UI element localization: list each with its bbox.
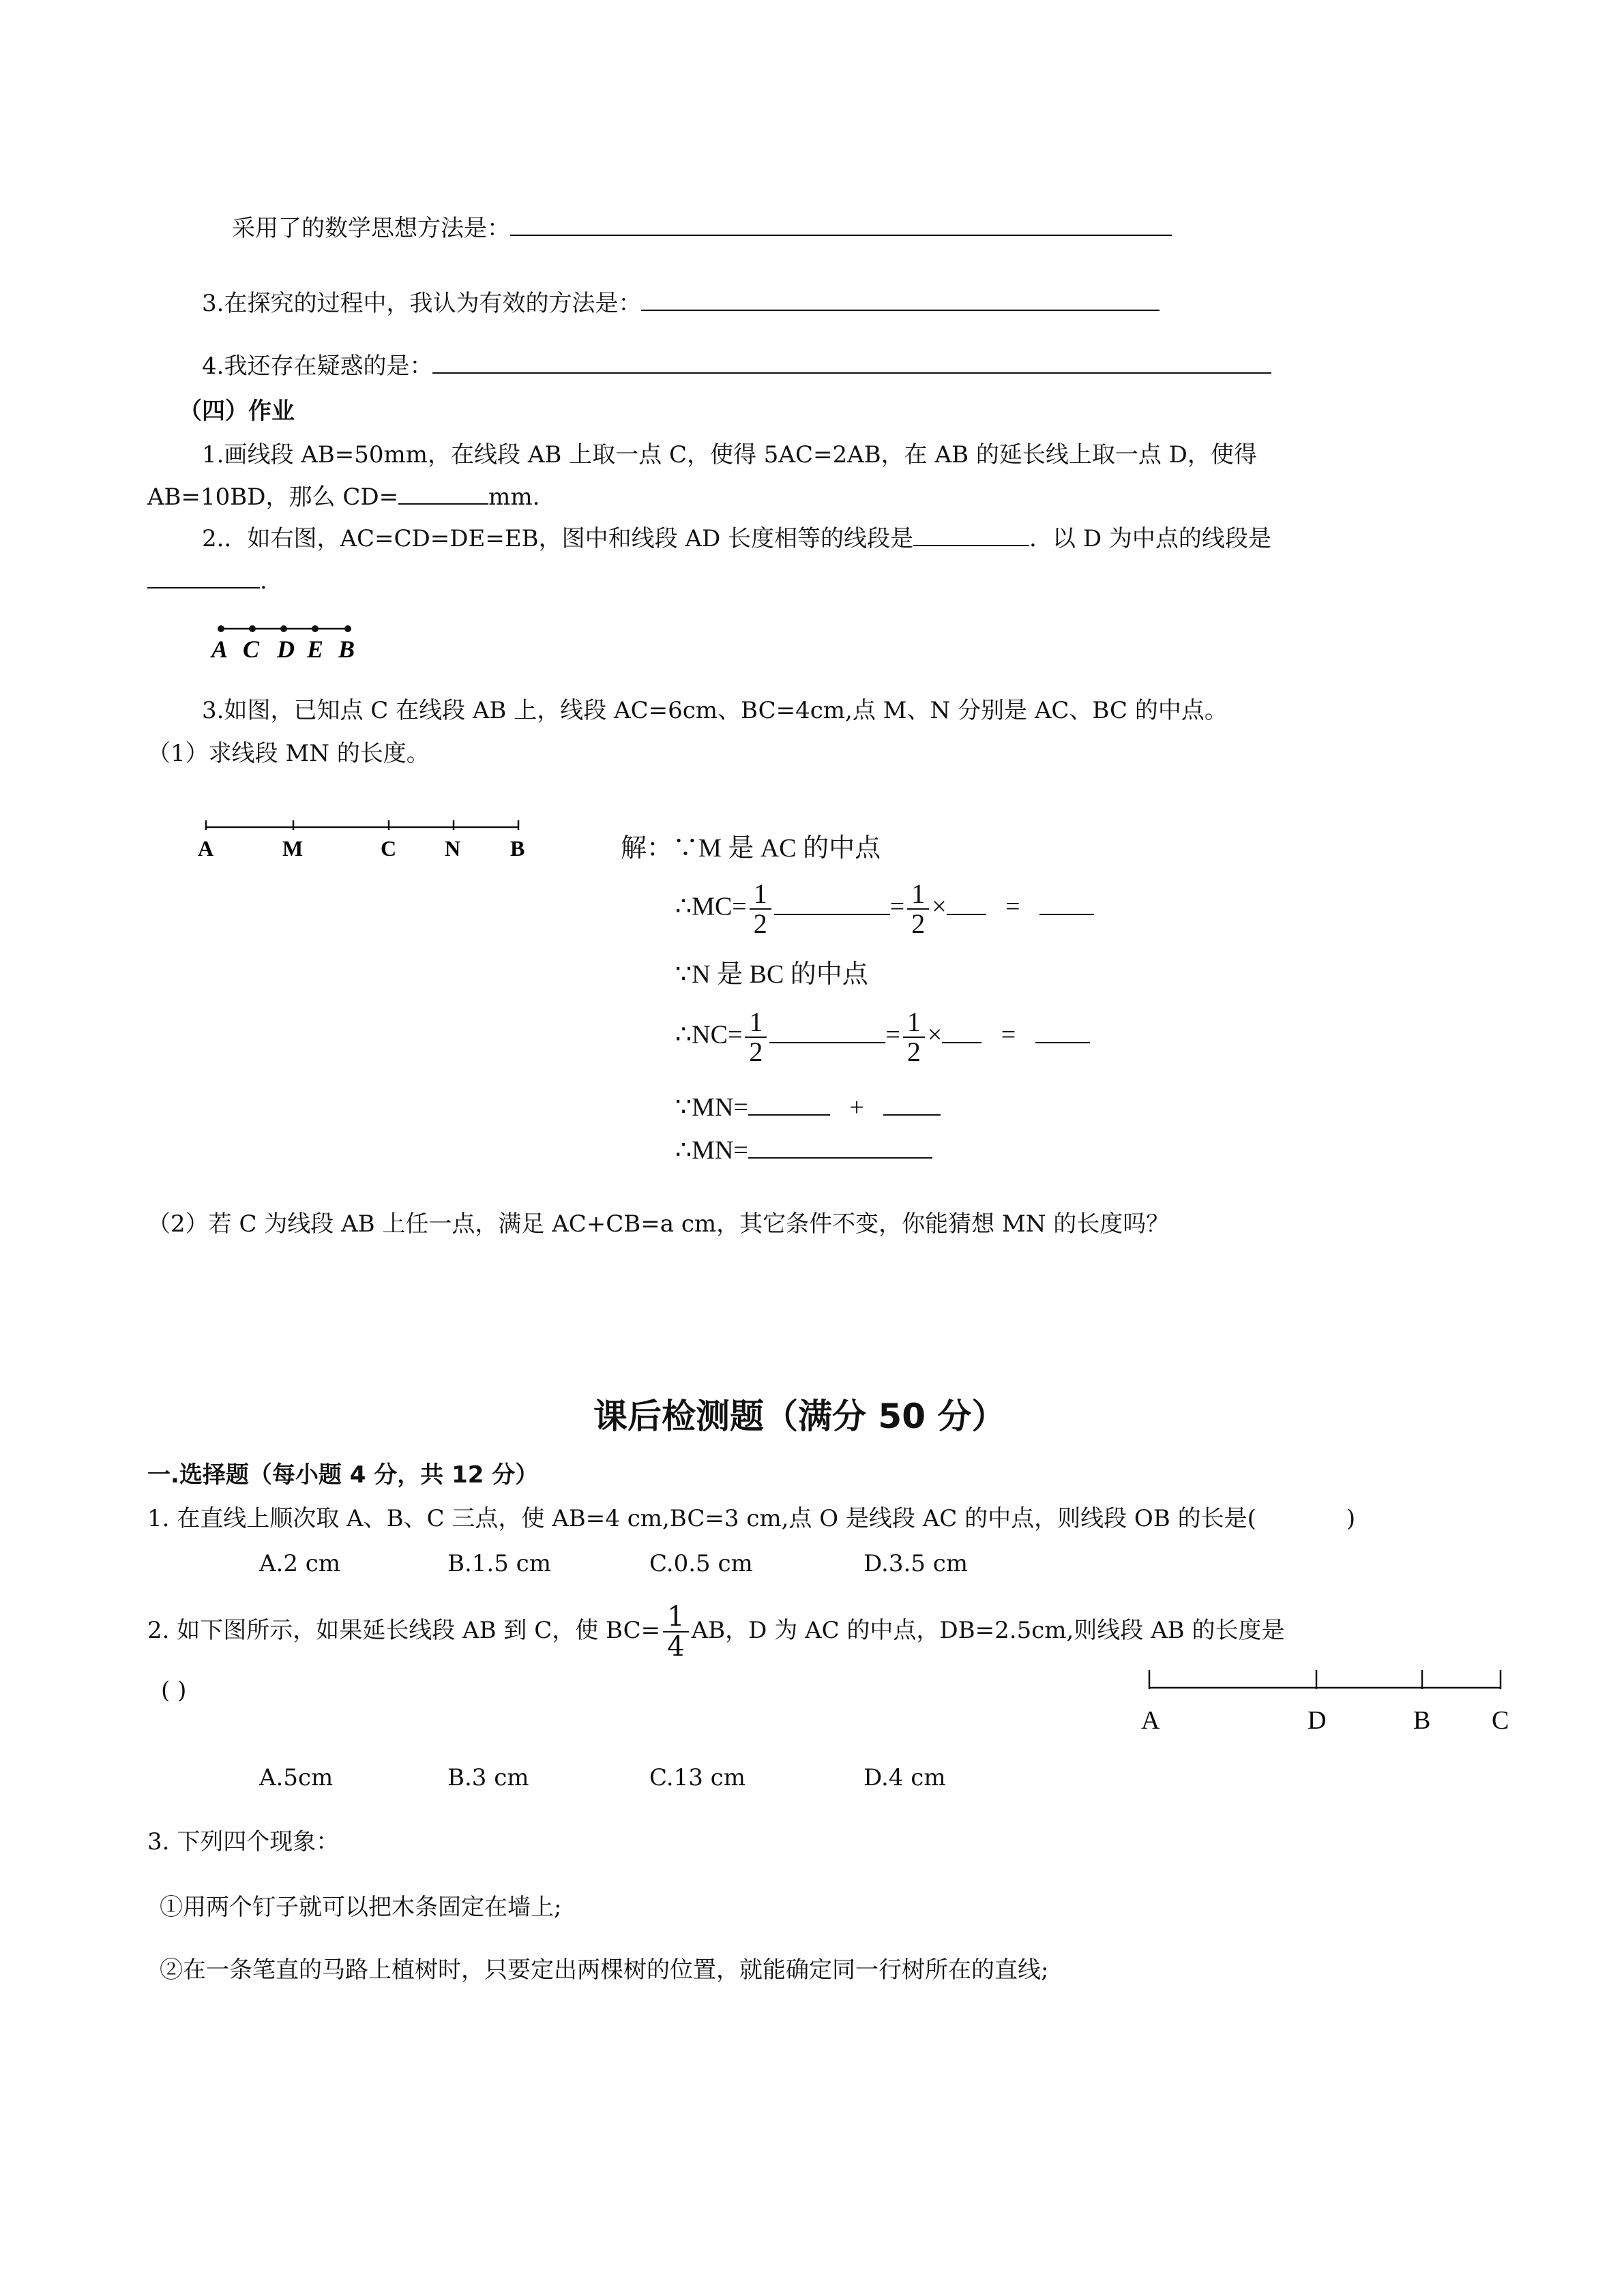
fig1-label-a: A — [211, 636, 228, 663]
mc-blank-2[interactable] — [947, 913, 986, 915]
mc-blank-3[interactable] — [1039, 913, 1094, 915]
figure-segment-acdeb — [205, 614, 382, 668]
fig3-label-b: B — [1413, 1706, 1431, 1735]
midpoint-segment-blank[interactable] — [147, 586, 260, 588]
solution-line-6: ∴MN= — [675, 1137, 932, 1163]
fraction-half: $\frac{1}{2}$ — [745, 1008, 767, 1067]
test-q2-option-b[interactable]: B.3 cm — [447, 1764, 529, 1791]
hw-q3-line1: 3.如图，已知点 C 在线段 AB 上，线段 AC=6cm、BC=4cm,点 M、N 分别是 AC、BC 的中点。 — [202, 697, 1228, 724]
test-q2-option-c[interactable]: C.13 cm — [649, 1764, 745, 1791]
solution-line-5: ∵MN= + — [675, 1094, 941, 1120]
test-section-1: 一.选择题（每小题 4 分，共 12 分） — [147, 1461, 539, 1489]
solution-line-1: 解：∵M 是 AC 的中点 — [621, 834, 881, 863]
fig2-label-m: M — [282, 836, 304, 861]
nc-blank-2[interactable] — [942, 1041, 981, 1043]
figure-segment-amcnb — [191, 815, 546, 863]
method-blank[interactable] — [510, 234, 1172, 236]
cd-blank[interactable] — [398, 503, 488, 505]
test-q2: 2. 如下图所示，如果延长线段 AB 到 C，使 BC= $\frac{1}{4}$ AB，D 为 AC 的中点，DB=2.5cm,则线段 AB 的长度是 — [147, 1601, 1285, 1663]
hw-q1-line1: 1.画线段 AB=50mm，在线段 AB 上取一点 C，使得 5AC=2AB，在 AB 的延长线上取一点 D，使得 — [202, 441, 1257, 468]
hw-q1-line2: AB=10BD，那么 CD= mm. — [147, 483, 540, 511]
fig1-label-c: C — [243, 636, 260, 663]
fig2-label-c: C — [381, 836, 397, 861]
mc-blank-1[interactable] — [774, 913, 890, 915]
effective-method-blank[interactable] — [641, 309, 1160, 311]
fig1-label-d: D — [277, 636, 295, 663]
fraction-half: $\frac{1}{2}$ — [907, 880, 929, 938]
doubts-blank[interactable] — [432, 372, 1271, 374]
test-q3: 3. 下列四个现象： — [147, 1828, 340, 1855]
fig3-label-a: A — [1141, 1706, 1160, 1735]
test-q1-option-a[interactable]: A.2 cm — [259, 1550, 341, 1577]
mn-result-blank[interactable] — [748, 1157, 932, 1159]
solution-line-4: ∴NC= $\frac{1}{2}$ = $\frac{1}{2}$ × = — [675, 1008, 1090, 1067]
test-q2-answer-paren: ( ) — [161, 1677, 187, 1704]
hw-q2-line2: . — [147, 569, 267, 593]
mn-sum-blank-2[interactable] — [883, 1114, 941, 1116]
test-q1-option-c[interactable]: C.0.5 cm — [649, 1550, 753, 1577]
test-q1-option-d[interactable]: D.3.5 cm — [863, 1550, 969, 1577]
nc-blank-3[interactable] — [1035, 1041, 1090, 1043]
solution-line-2: ∴MC= $\frac{1}{2}$ = $\frac{1}{2}$ × = — [675, 880, 1094, 938]
fraction-half: $\frac{1}{2}$ — [903, 1008, 925, 1067]
method-line: 采用了的数学思想方法是： — [232, 217, 1172, 240]
mn-sum-blank-1[interactable] — [748, 1114, 830, 1116]
test-q1: 1. 在直线上顺次取 A、B、C 三点，使 AB=4 cm,BC=3 cm,点 O 是线段 AC 的中点，则线段 OB 的长是( ) — [147, 1505, 1356, 1532]
fig2-label-n: N — [445, 836, 461, 861]
figure-segment-adbc — [1129, 1660, 1524, 1735]
fig2-label-b: B — [510, 836, 525, 861]
reflection-item-3: 3.在探究的过程中，我认为有效的方法是： — [202, 292, 1160, 315]
hw-q3-part2: （2）若 C 为线段 AB 上任一点，满足 AC+CB=a cm，其它条件不变，你能猜想 MN 的长度吗？ — [147, 1210, 1170, 1238]
fraction-half: $\frac{1}{2}$ — [750, 880, 771, 938]
fig2-label-a: A — [198, 836, 214, 861]
solution-line-3: ∵N 是 BC 的中点 — [675, 960, 868, 989]
fig3-label-c: C — [1492, 1706, 1509, 1735]
hw-q3-part1: （1）求线段 MN 的长度。 — [147, 740, 430, 767]
fig3-label-d: D — [1308, 1706, 1327, 1735]
test-q1-option-b[interactable]: B.1.5 cm — [447, 1550, 551, 1577]
hw-q2-line1: 2.．如右图，AC=CD=DE=EB，图中和线段 AD 长度相等的线段是 ．以 D 为中点的线段是 — [202, 525, 1271, 552]
reflection-item-4: 4.我还存在疑惑的是： — [202, 355, 1271, 378]
test-q2-option-d[interactable]: D.4 cm — [863, 1764, 946, 1791]
test-q3-item-1: ①用两个钉子就可以把木条固定在墙上; — [160, 1894, 562, 1921]
fig1-label-b: B — [338, 636, 355, 663]
fraction-quarter: $\frac{1}{4}$ — [663, 1602, 688, 1661]
fig1-label-e: E — [307, 636, 324, 663]
test-q3-item-2: ②在一条笔直的马路上植树时，只要定出两棵树的位置，就能确定同一行树所在的直线; — [160, 1956, 1049, 1984]
nc-blank-1[interactable] — [769, 1041, 885, 1043]
test-title: 课后检测题（满分 50 分） — [593, 1397, 1006, 1436]
homework-heading: （四）作业 — [179, 398, 295, 425]
test-q2-option-a[interactable]: A.5cm — [259, 1764, 334, 1791]
equal-segment-blank[interactable] — [913, 544, 1029, 546]
